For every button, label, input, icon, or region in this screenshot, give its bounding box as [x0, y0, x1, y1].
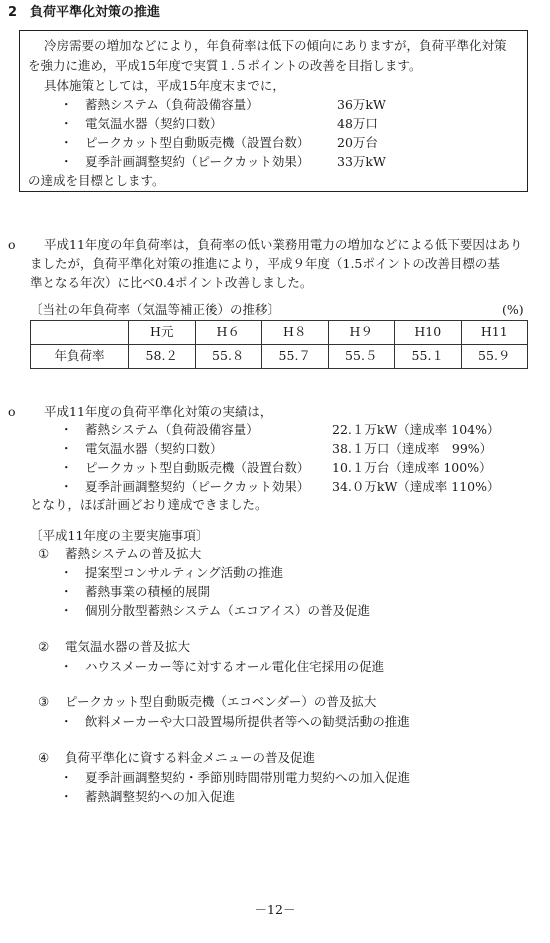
target-item-label: ピークカット型自動販売機（設置台数）: [85, 135, 310, 150]
bullet-mark: ・: [60, 422, 73, 437]
bullet-mark: ・: [60, 789, 73, 804]
page-number: －12－: [254, 902, 296, 917]
bullet-mark: ・: [60, 479, 73, 494]
measure-item: 個別分散型蓄熱システム（エコアイス）の普及促進: [85, 603, 371, 618]
result-item-label: 電気温水器（契約口数）: [85, 441, 223, 456]
bullet-mark: ・: [60, 714, 73, 729]
measure-item: 飲料メーカーや大口設置場所提供者等への勧奨活動の推進: [85, 714, 410, 729]
table-unit: (%): [502, 302, 524, 317]
measure-title: 蓄熱システムの普及拡大: [65, 546, 202, 561]
bullet-mark: ・: [60, 97, 73, 112]
box-text-line: を強力に進め，平成15年度で実質１.５ポイントの改善を目指します。: [28, 58, 422, 73]
load-factor-table: [30, 320, 528, 369]
bullet-mark: ・: [60, 135, 73, 150]
result-item-label: 夏季計画調整契約（ピークカット効果）: [85, 479, 310, 494]
measures-caption: 〔平成11年度の主要実施事項〕: [30, 528, 209, 543]
result-item-label: ピークカット型自動販売機（設置台数）: [85, 460, 310, 475]
measure-item: 夏季計画調整契約・季節別時間帯別電力契約への加入促進: [85, 770, 411, 785]
target-item-label: 夏季計画調整契約（ピークカット効果）: [85, 154, 310, 169]
measure-title: 負荷平準化に資する料金メニューの普及促進: [65, 750, 316, 765]
table-row-label: 年負荷率: [31, 345, 129, 369]
measure-item: 提案型コンサルティング活動の推進: [85, 565, 284, 580]
table-cell: 55.９: [461, 345, 528, 369]
measure-title: 電気温水器の普及拡大: [65, 639, 191, 654]
paragraph-closing: となり，ほぼ計画どおり達成できました。: [30, 497, 268, 512]
target-item-value: 20万台: [337, 135, 378, 150]
bullet-mark: ・: [60, 460, 73, 475]
table-header-cell: H10: [395, 321, 462, 345]
table-caption: 〔当社の年負荷率（気温等補正後）の推移〕: [30, 302, 281, 317]
measure-title: ピークカット型自動販売機（エコベンダー）の普及拡大: [65, 694, 377, 709]
table-row: [31, 345, 528, 369]
table-header-row: [31, 321, 528, 345]
bullet-mark: ・: [60, 659, 73, 674]
table-cell: 55.８: [195, 345, 262, 369]
result-item-value: 10.１万台（達成率 100%）: [332, 460, 492, 475]
bullet-mark: ・: [60, 116, 73, 131]
box-closing: の達成を目標とします。: [28, 173, 165, 188]
table-header-cell: [31, 321, 129, 345]
target-item-value: 36万kW: [337, 97, 386, 112]
paragraph-bullet: o: [8, 404, 16, 419]
measure-item: 蓄熱事業の積極的展開: [85, 584, 211, 599]
table-header-cell: H９: [328, 321, 395, 345]
box-text-line: 具体施策としては，平成15年度末までに，: [44, 78, 285, 93]
bullet-mark: ・: [60, 584, 73, 599]
measure-number: ④: [38, 750, 50, 765]
target-item-value: 33万kW: [337, 154, 386, 169]
bullet-mark: ・: [60, 770, 73, 785]
table-header-cell: H６: [195, 321, 262, 345]
table-cell: 58.２: [129, 345, 196, 369]
measure-item: ハウスメーカー等に対するオール電化住宅採用の促進: [85, 659, 385, 674]
box-text-line: 冷房需要の増加などにより，年負荷率は低下の傾向にありますが，負荷平準化対策: [44, 38, 507, 53]
table-cell: 55.７: [262, 345, 329, 369]
table-header-cell: H11: [461, 321, 528, 345]
table-header-cell: H８: [262, 321, 329, 345]
target-item-value: 48万口: [337, 116, 378, 131]
bullet-mark: ・: [60, 603, 73, 618]
bullet-mark: ・: [60, 154, 73, 169]
result-item-value: 34.０万kW（達成率 110%）: [332, 479, 500, 494]
paragraph-bullet: o: [8, 237, 16, 252]
result-item-value: 38.１万口（達成率 99%）: [332, 441, 493, 456]
table-cell: 55.５: [328, 345, 395, 369]
measure-number: ①: [38, 546, 50, 561]
bullet-mark: ・: [60, 441, 73, 456]
bullet-mark: ・: [60, 565, 73, 580]
result-item-value: 22.１万kW（達成率 104%）: [332, 422, 500, 437]
paragraph-line: 平成11年度の負荷平準化対策の実績は，: [44, 404, 273, 419]
section-heading: 2 負荷平準化対策の推進: [8, 5, 161, 20]
paragraph-line: ましたが，負荷平準化対策の推進により，平成９年度（1.5ポイントの改善目標の基: [30, 256, 500, 271]
measure-item: 蓄熱調整契約への加入促進: [85, 789, 236, 804]
target-item-label: 蓄熱システム（負荷設備容量）: [85, 97, 259, 112]
paragraph-line: 平成11年度の年負荷率は，負荷率の低い業務用電力の増加などによる低下要因はあり: [44, 237, 523, 252]
paragraph-line: 準となる年次）に比べ0.4ポイント改善しました。: [30, 275, 313, 290]
measure-number: ③: [38, 694, 50, 709]
table-header-cell: H元: [129, 321, 196, 345]
measure-number: ②: [38, 639, 50, 654]
table-cell: 55.１: [395, 345, 462, 369]
result-item-label: 蓄熱システム（負荷設備容量）: [85, 422, 259, 437]
target-item-label: 電気温水器（契約口数）: [85, 116, 223, 131]
